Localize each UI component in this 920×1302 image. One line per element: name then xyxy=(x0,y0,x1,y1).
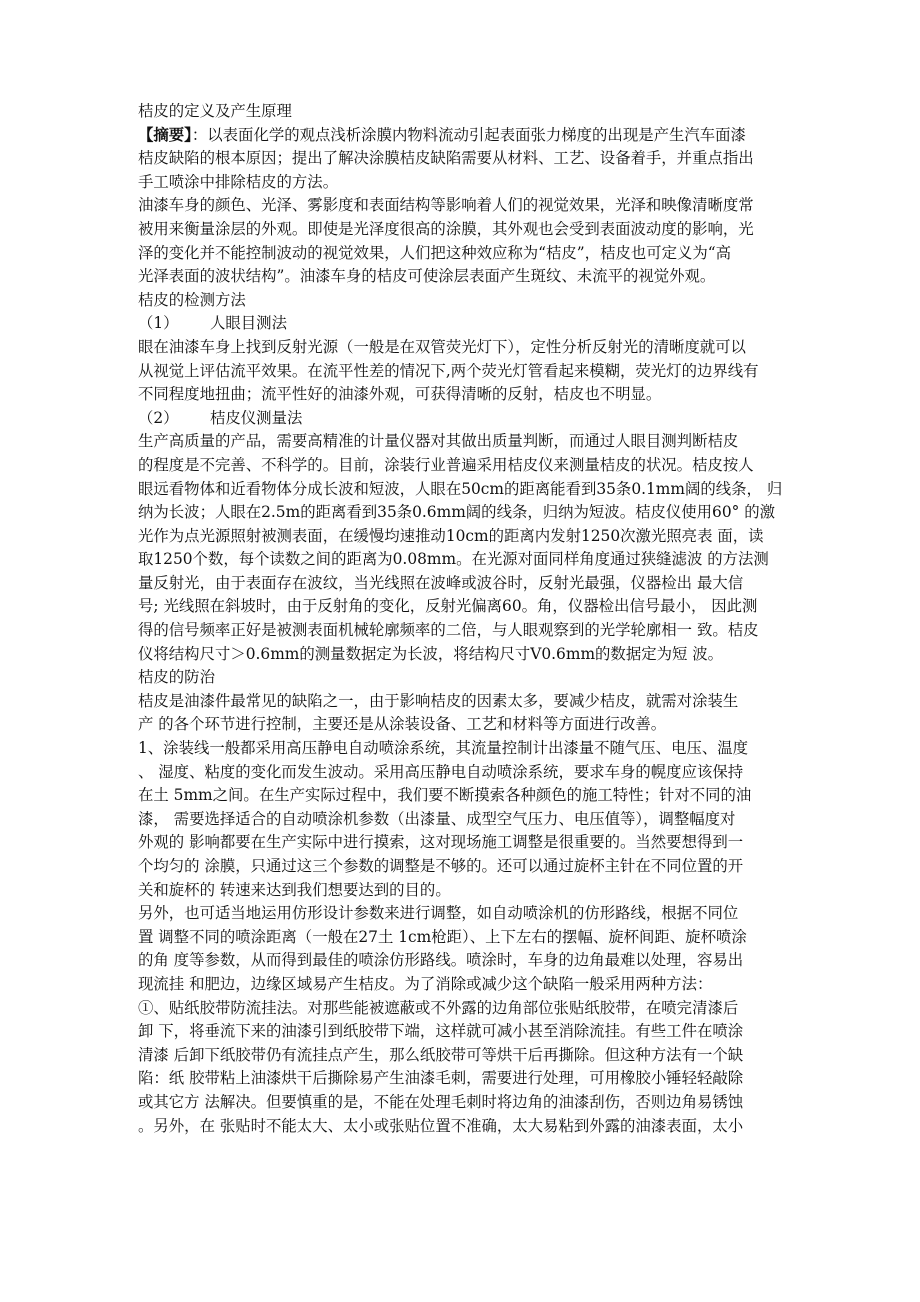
prevent-line: 陷：纸 胶带粘上油漆烘干后撕除易产生油漆毛刺，需要进行处理，可用橡胶小锤轻轻敲除 xyxy=(138,1069,744,1088)
method1-line: 从视觉上评估流平效果。在流平性差的情况下,两个荧光灯管看起来模糊，荧光灯的边界线有 xyxy=(138,361,759,380)
prevent-line: 卸 下，将垂流下来的油漆引到纸胶带下端，这样就可减小甚至消除流挂。有些工件在喷涂 xyxy=(138,1022,744,1041)
prevent-line: 另外，也可适当地运用仿形设计参数来进行调整，如自动喷涂机的仿形路线，根据不同位 xyxy=(138,904,739,923)
prevent-line: 漆， 需要选择适合的自动喷涂机参数（出漆量、成型空气压力、电压值等），调整幅度对 xyxy=(138,809,736,828)
abstract-line-3: 手工喷涂中排除桔皮的方法。 xyxy=(138,172,339,191)
method2-line: 量反射光，由于表面存在波纹，当光线照在波峰或波谷时，反射光最强，仪器检出 最大信 xyxy=(138,573,744,592)
prevent-line: 个均匀的 涂膜，只通过这三个参数的调整是不够的。还可以通过旋杯主针在不同位置的开 xyxy=(138,857,744,875)
method2-heading xyxy=(138,407,798,431)
method2-line: 号; 光线照在斜坡时，由于反射角的变化，反射光偏离60。角，仪器检出信号最小， 因此测 xyxy=(138,597,758,616)
prevent-line: 、 湿度、粘度的变化而发生波动。采用高压静电自动喷涂系统，要求车身的幌度应该保持 xyxy=(138,762,744,781)
document-title: 桔皮的定义及产生原理 xyxy=(138,102,292,120)
prevent-line: ①、贴纸胶带防流挂法。对那些能被遮蔽或不外露的边角部位张贴纸胶带，在喷完清漆后 xyxy=(138,998,739,1017)
abstract-line-1: 【摘要】：以表面化学的观点浅析涂膜内物料流动引起表面张力梯度的出现是产生汽车面漆 xyxy=(138,125,746,144)
method2-line: 光作为点光源照射被测表面，在缓慢均速推动10cm的距离内发射1250次激光照亮表 面，读 xyxy=(138,526,764,545)
section-heading-prevent: 桔皮的防治 xyxy=(138,668,215,687)
intro-line: 光泽表面的波状结构”。油漆车身的桔皮可使涂层表面产生斑纹、未流平的视觉外观。 xyxy=(138,267,716,286)
method2-line: 取1250个数，每个读数之间的距离为0.08mm。在光源对面同样角度通过狭缝滤波 的方法测 xyxy=(138,550,769,569)
prevent-line: 1、涂装线一般都采用高压静电自动喷涂系统，其流量控制计出漆量不随气压、电压、温度 xyxy=(138,739,749,758)
document-page xyxy=(138,100,798,1138)
method1-line: 眼在油漆车身上找到反射光源（一般是在双管荧光灯下），定性分析反射光的清晰度就可以 xyxy=(138,337,746,356)
prevent-line: 产 的各个环节进行控制，主要还是从涂装设备、工艺和材料等方面进行改善。 xyxy=(138,715,667,734)
prevent-line: 的角 度等参数，从而得到最佳的喷涂仿形路线。喷涂时，车身的边角最难以处理，容易出 xyxy=(138,951,744,970)
method2-number: （2） xyxy=(138,408,179,427)
prevent-line: 。另外，在 张贴时不能太大、太小或张贴位置不准确，太大易粘到外露的油漆表面，太小 xyxy=(138,1116,744,1135)
method1-line: 不同程度地扭曲；流平性好的油漆外观，可获得清晰的反射，桔皮也不明显。 xyxy=(138,385,662,404)
prevent-line: 置 调整不同的喷涂距离（一般在27土 1cm枪距）、上下左右的摆幅、旋杯间距、旋杯喷涂 xyxy=(138,927,747,946)
method1-title: 人眼目测法 xyxy=(210,314,287,333)
method1-number: （1） xyxy=(138,314,179,333)
method2-line: 得的信号频率正好是被测表面机械轮廓频率的二倍，与人眼观察到的光学轮廓相一 致。桔皮 xyxy=(138,621,759,640)
method2-line: 眼远看物体和近看物体分成长波和短波，人眼在50cm的距离能看到35条0.1mm阔的线条， 归 xyxy=(138,479,783,498)
prevent-line: 现流挂 和肥边，边缘区域易产生桔皮。为了消除或减少这个缺陷一般采用两种方法： xyxy=(138,974,713,993)
prevent-line: 在土 5mm之间。在生产实际过程中，我们要不断摸索各种颜色的施工特性；针对不同的油 xyxy=(138,786,752,805)
method2-line: 的程度是不完善、不科学的。目前，涂装行业普遍采用桔皮仪来测量桔皮的状况。桔皮按人 xyxy=(138,455,754,474)
intro-line: 被用来衡量涂层的外观。即使是光泽度很高的涂膜，其外观也会受到表面波动度的影响，光 xyxy=(138,219,754,238)
section-heading-detect: 桔皮的检测方法 xyxy=(138,290,246,309)
method2-line: 仪将结构尺寸＞0.6mm的测量数据定为长波，将结构尺寸V0.6mm的数据定为短 波。 xyxy=(138,644,724,663)
prevent-line: 或其它方 法解决。但要慎重的是，不能在处理毛刺时将边角的油漆刮伤，否则边角易锈蚀 xyxy=(138,1092,744,1111)
prevent-line: 清漆 后卸下纸胶带仍有流挂点产生，那么纸胶带可等烘干后再撕除。但这种方法有一个缺 xyxy=(138,1045,744,1064)
prevent-line: 外观的 影响都要在生产实际中进行摸索，这对现场施工调整是很重要的。当然要想得到一 xyxy=(138,833,744,852)
method2-line: 生产高质量的产品，需要高精准的计量仪器对其做出质量判断，而通过人眼目测判断桔皮 xyxy=(138,432,739,451)
method2-title: 桔皮仪测量法 xyxy=(210,408,303,427)
prevent-line: 桔皮是油漆件最常见的缺陷之一，由于影响桔皮的因素太多，要减少桔皮，就需对涂装生 xyxy=(138,691,739,710)
method2-line: 纳为长波；人眼在2.5m的距离看到35条0.6mm阔的线条，归纳为短波。桔皮仪使用60° 的激 xyxy=(138,503,775,522)
abstract-line-2: 桔皮缺陷的根本原因；提出了解决涂膜桔皮缺陷需要从材料、工艺、设备着手，并重点指出 xyxy=(138,149,754,168)
intro-line: 泽的变化并不能控制波动的视觉效果，人们把这种效应称为“桔皮”，桔皮也可定义为“高 xyxy=(138,243,732,262)
abstract-label: 【摘要】 xyxy=(138,125,192,144)
intro-line: 油漆车身的颜色、光泽、雾影度和表面结构等影响着人们的视觉效果，光泽和映像清晰度常 xyxy=(138,196,754,215)
method1-heading xyxy=(138,312,798,336)
prevent-line: 关和旋杯的 转速来达到我们想要达到的目的。 xyxy=(138,880,451,899)
